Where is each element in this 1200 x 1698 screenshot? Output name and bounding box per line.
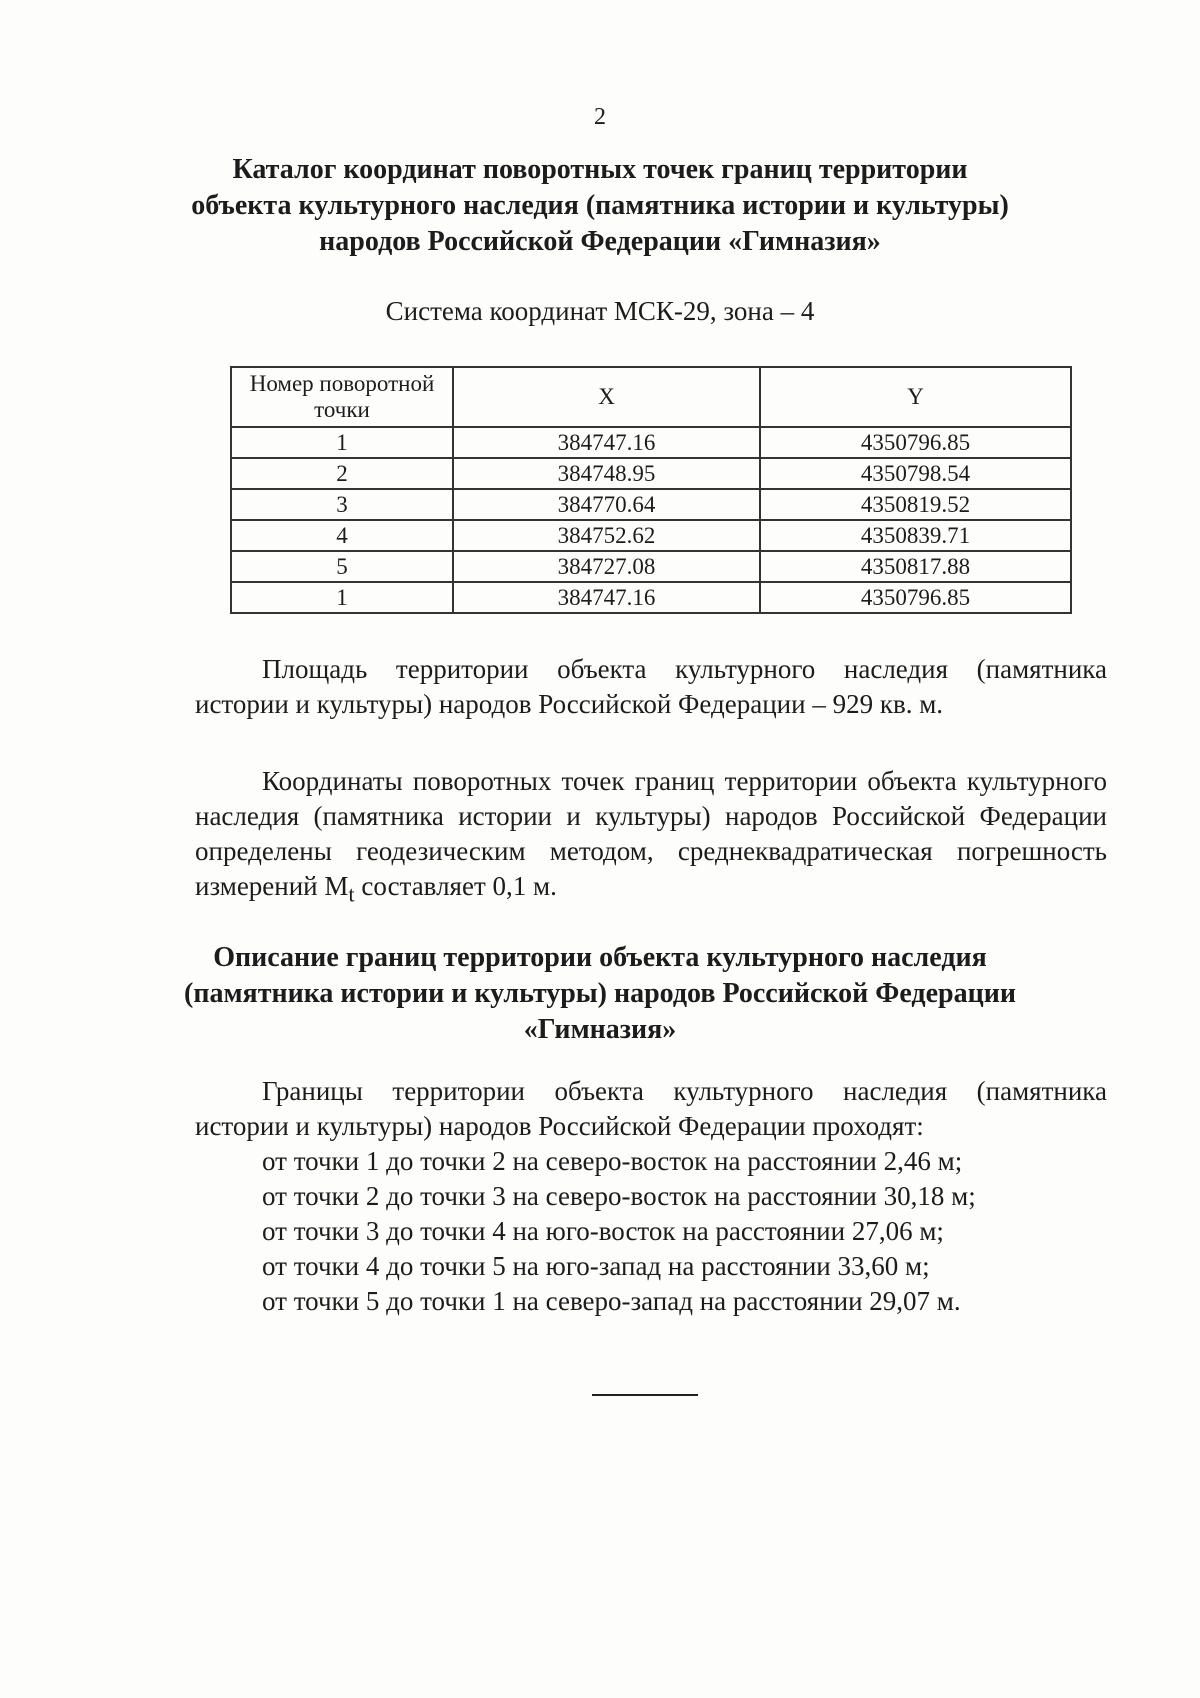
description-title-line: (памятника истории и культуры) народов Российской Федерации — [184, 978, 1016, 1009]
description-title-line: «Гимназия» — [523, 1014, 677, 1045]
cell-x: 384752.62 — [453, 520, 760, 551]
method-paragraph — [195, 764, 1107, 911]
list-item: от точки 5 до точки 1 на северо-запад на расстоянии 29,07 м. — [262, 1286, 961, 1316]
cell-point: 1 — [231, 427, 453, 458]
table-row — [231, 520, 1071, 551]
boundary-segments-list — [262, 1144, 976, 1319]
table-row — [231, 489, 1071, 520]
cell-x: 384747.16 — [453, 427, 760, 458]
cell-x: 384727.08 — [453, 551, 760, 582]
paragraph-line: Границы территории объекта культурного наследия (памятника — [262, 1076, 1107, 1106]
catalog-title — [150, 152, 1050, 260]
measurement-value: составляет 0,1 м. — [354, 871, 557, 901]
paragraph-line: определены геодезическим методом, среднеквадратическая погрешность — [195, 836, 1107, 866]
cell-x: 384747.16 — [453, 582, 760, 613]
cell-point: 5 — [231, 551, 453, 582]
cell-y: 4350819.52 — [760, 489, 1071, 520]
page-number: 2 — [594, 104, 606, 130]
header-x: X — [453, 367, 760, 427]
cell-y: 4350839.71 — [760, 520, 1071, 551]
cell-y: 4350796.85 — [760, 582, 1071, 613]
cell-x: 384770.64 — [453, 489, 760, 520]
header-y: Y — [760, 367, 1071, 427]
paragraph-line: Координаты поворотных точек границ территории объекта культурного — [262, 766, 1107, 796]
list-item: от точки 4 до точки 5 на юго-запад на расстоянии 33,60 м; — [262, 1251, 930, 1281]
cell-point: 2 — [231, 458, 453, 489]
measurement-subscript: t — [348, 881, 355, 907]
cell-y: 4350796.85 — [760, 427, 1071, 458]
header-point-number: Номер поворотной точки — [231, 367, 453, 427]
paragraph-line: истории и культуры) народов Российской Федерации проходят: — [195, 1111, 924, 1141]
cell-y: 4350798.54 — [760, 458, 1071, 489]
cell-point: 1 — [231, 582, 453, 613]
coordinates-table — [230, 366, 1072, 614]
measurement-label: измерений M — [195, 871, 349, 901]
catalog-title-line: Каталог координат поворотных точек границ территории — [232, 154, 968, 185]
catalog-title-line: народов Российской Федерации «Гимназия» — [319, 226, 881, 257]
end-divider — [592, 1394, 698, 1396]
cell-point: 4 — [231, 520, 453, 551]
table-header-row — [231, 367, 1071, 427]
paragraph-line: Площадь территории объекта культурного наследия (памятника — [262, 654, 1107, 684]
list-item: от точки 2 до точки 3 на северо-восток на расстоянии 30,18 м; — [262, 1181, 976, 1211]
paragraph-line: наследия (памятника истории и культуры) народов Российской Федерации — [195, 801, 1107, 831]
cell-y: 4350817.88 — [760, 551, 1071, 582]
list-item: от точки 1 до точки 2 на северо-восток на расстоянии 2,46 м; — [262, 1146, 963, 1176]
paragraph-line — [195, 869, 1107, 911]
table-row — [231, 458, 1071, 489]
table-row — [231, 427, 1071, 458]
area-paragraph — [195, 652, 1107, 722]
boundary-paragraph — [195, 1074, 1107, 1144]
description-title-line: Описание границ территории объекта культурного наследия — [213, 942, 987, 973]
coordinate-system-label: Система координат МСК-29, зона – 4 — [385, 296, 815, 326]
cell-x: 384748.95 — [453, 458, 760, 489]
table-row — [231, 582, 1071, 613]
cell-point: 3 — [231, 489, 453, 520]
catalog-title-line: объекта культурного наследия (памятника истории и культуры) — [191, 190, 1009, 221]
paragraph-line: истории и культуры) народов Российской Федерации – 929 кв. м. — [195, 689, 944, 719]
list-item: от точки 3 до точки 4 на юго-восток на расстоянии 27,06 м; — [262, 1216, 944, 1246]
description-title — [150, 940, 1050, 1048]
table-row — [231, 551, 1071, 582]
